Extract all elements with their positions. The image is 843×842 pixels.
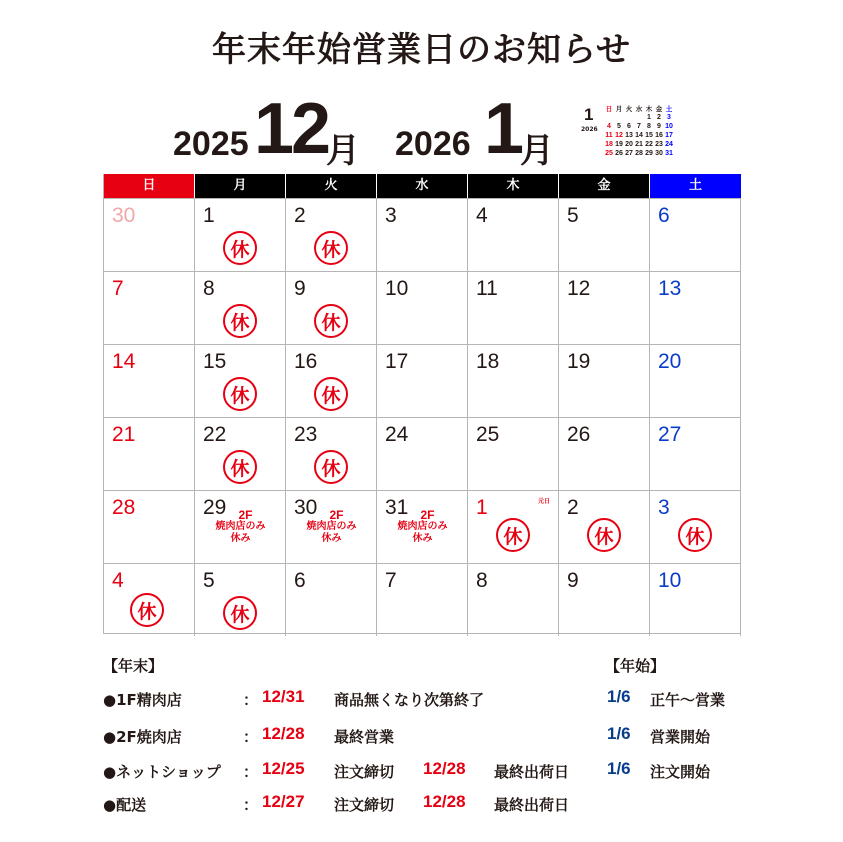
new-years-day-label: 元日: [537, 498, 550, 505]
mini-week-row: [604, 132, 674, 140]
year-end-date-2: 12/28: [423, 792, 466, 811]
weekday-header: 月: [195, 174, 286, 198]
weekday-header: 水: [377, 174, 468, 198]
mini-day: 20: [625, 141, 633, 148]
month-suffix-2: 月: [520, 131, 554, 171]
colon: ：: [243, 796, 259, 814]
year-end-label: ●1F精肉店: [103, 691, 182, 709]
new-year-text: 営業開始: [650, 728, 711, 746]
mini-day: 28: [635, 150, 643, 157]
day-number: 18: [476, 350, 500, 373]
day-number: 20: [658, 350, 682, 373]
mini-day: 8: [647, 123, 651, 130]
mini-weekday: 木: [645, 105, 653, 113]
day-number: 7: [385, 569, 397, 592]
mini-weekday: 火: [625, 105, 633, 113]
year-end-date: 12/25: [262, 759, 305, 778]
yakiniku-only-text: 焼肉店のみ: [215, 521, 266, 532]
mini-day: 18: [605, 141, 613, 148]
day-cell: [650, 417, 741, 490]
year-end-date: 12/28: [262, 724, 305, 743]
mini-day: 5: [617, 123, 621, 130]
year-end-label: ●ネットショップ: [103, 763, 221, 781]
day-number: 9: [567, 569, 579, 592]
mini-day: 2: [657, 114, 661, 121]
day-cell: [559, 198, 650, 271]
day-number: 17: [385, 350, 409, 373]
closed-mark: 休: [130, 593, 164, 627]
day-cell: [650, 563, 741, 636]
mini-day: 10: [665, 123, 673, 130]
year-end-date: 12/27: [262, 792, 305, 811]
year-end-date-2: 12/28: [423, 759, 466, 778]
day-number: 8: [203, 277, 215, 300]
mini-day: [624, 114, 634, 122]
second-floor-note: [377, 509, 468, 545]
year-end-label: ●2F焼肉店: [103, 728, 182, 746]
day-number: 2: [294, 204, 306, 227]
day-cell: [468, 490, 559, 563]
colon: ：: [243, 728, 259, 746]
mini-weekday: 金: [655, 105, 663, 113]
day-number: 15: [203, 350, 227, 373]
day-number: 10: [385, 277, 409, 300]
day-cell: [468, 563, 559, 636]
new-year-text: 正午～営業: [650, 691, 726, 709]
day-number: 10: [658, 569, 682, 592]
day-cell: [104, 198, 195, 271]
day-number: 16: [294, 350, 318, 373]
year-2025: 2025: [173, 125, 249, 163]
new-year-date: 1/6: [607, 687, 631, 706]
day-cell: [650, 198, 741, 271]
day-cell: [195, 198, 286, 271]
day-cell: [559, 417, 650, 490]
mini-day: 4: [607, 123, 611, 130]
mini-day: [614, 114, 624, 122]
day-cell: [468, 344, 559, 417]
new-year-date: 1/6: [607, 724, 631, 743]
day-cell: [286, 344, 377, 417]
mini-day: 13: [625, 132, 633, 139]
mini-calendar-weekdays: [604, 105, 674, 113]
closed-mark: 休: [314, 377, 348, 411]
day-cell: [104, 563, 195, 636]
calendar-grid: [103, 174, 740, 634]
day-cell: [195, 490, 286, 563]
day-number: 25: [476, 423, 500, 446]
day-number: 29: [203, 496, 227, 519]
weekday-header: 火: [286, 174, 377, 198]
day-number: 21: [112, 423, 136, 446]
yakiniku-only-text: 焼肉店のみ: [397, 521, 448, 532]
second-floor-label: 2F: [329, 508, 344, 522]
year-end-text: 商品無くなり次第終了: [334, 691, 485, 709]
day-number: 22: [203, 423, 227, 446]
day-cell: [559, 563, 650, 636]
day-number: 6: [294, 569, 306, 592]
day-cell: [377, 198, 468, 271]
mini-weekday: 月: [615, 105, 623, 113]
mini-day: 27: [625, 150, 633, 157]
day-number: 1: [476, 496, 488, 519]
day-cell: [195, 563, 286, 636]
mini-day: [604, 114, 614, 122]
day-number: 27: [658, 423, 682, 446]
closed-mark: 休: [223, 596, 257, 630]
page-title: 年末年始営業日のお知らせ: [212, 30, 631, 70]
day-number: 5: [567, 204, 579, 227]
day-cell: [286, 417, 377, 490]
day-cell: [650, 344, 741, 417]
day-cell: [104, 271, 195, 344]
mini-day: 12: [615, 132, 623, 139]
closed-mark: 休: [314, 231, 348, 265]
year-end-heading: 【年末】: [103, 657, 164, 675]
mini-day: 9: [657, 123, 661, 130]
closed-text: 休み: [230, 533, 251, 544]
mini-day: [634, 114, 644, 122]
day-number: 31: [385, 496, 409, 519]
day-number: 13: [658, 277, 682, 300]
closed-mark: 休: [678, 518, 712, 552]
closed-mark: 休: [314, 450, 348, 484]
second-floor-label: 2F: [238, 508, 253, 522]
year-end-text-2: 最終出荷日: [494, 796, 570, 814]
day-number: 7: [112, 277, 124, 300]
day-cell: [650, 271, 741, 344]
mini-weekday: 日: [605, 105, 613, 113]
closed-mark: 休: [314, 304, 348, 338]
day-number: 9: [294, 277, 306, 300]
day-cell: [559, 271, 650, 344]
day-number: 3: [658, 496, 670, 519]
day-cell: [286, 490, 377, 563]
day-number: 2: [567, 496, 579, 519]
day-number: 5: [203, 569, 215, 592]
colon: ：: [243, 691, 259, 709]
mini-day: 15: [645, 132, 653, 139]
day-number: 4: [112, 569, 124, 592]
second-floor-note: [195, 509, 286, 545]
mini-day: 17: [665, 132, 673, 139]
day-cell: [377, 563, 468, 636]
day-number: 12: [567, 277, 591, 300]
day-cell: [559, 490, 650, 563]
day-cell: [286, 563, 377, 636]
second-floor-note: [286, 509, 377, 545]
year-2026: 2026: [395, 125, 471, 163]
day-number: 8: [476, 569, 488, 592]
mini-day: 31: [665, 150, 673, 157]
day-number: 30: [294, 496, 318, 519]
year-end-date: 12/31: [262, 687, 305, 706]
mini-day: 21: [635, 141, 643, 148]
day-number: 19: [567, 350, 591, 373]
mini-day: 1: [647, 114, 651, 121]
day-cell: [377, 344, 468, 417]
year-end-text-2: 最終出荷日: [494, 763, 570, 781]
weekday-header: 日: [104, 174, 195, 198]
month-suffix-1: 月: [326, 131, 360, 171]
day-number: 14: [112, 350, 136, 373]
year-end-text: 注文締切: [334, 763, 395, 781]
day-cell: [377, 417, 468, 490]
year-end-text: 最終営業: [334, 728, 395, 746]
year-end-text: 注文締切: [334, 796, 395, 814]
day-number: 1: [203, 204, 215, 227]
mini-day: 6: [627, 123, 631, 130]
closed-mark: 休: [223, 377, 257, 411]
closed-mark: 休: [223, 231, 257, 265]
day-number: 23: [294, 423, 318, 446]
day-number: 3: [385, 204, 397, 227]
mini-day: 7: [637, 123, 641, 130]
day-cell: [377, 271, 468, 344]
mini-weekday: 土: [665, 105, 673, 113]
closed-text: 休み: [321, 533, 342, 544]
day-cell: [104, 417, 195, 490]
day-number: 4: [476, 204, 488, 227]
day-cell: [104, 490, 195, 563]
mini-day: 19: [615, 141, 623, 148]
new-year-heading: 【年始】: [605, 657, 666, 675]
day-number: 26: [567, 423, 591, 446]
closed-mark: 休: [223, 304, 257, 338]
day-cell: [468, 417, 559, 490]
mini-week-row: [604, 150, 674, 158]
day-cell: [195, 344, 286, 417]
month-12: 12: [254, 89, 329, 169]
weekday-header: 金: [559, 174, 650, 198]
mini-day: 16: [655, 132, 663, 139]
year-end-label: ●配送: [103, 796, 147, 814]
mini-day: 26: [615, 150, 623, 157]
mini-day: 30: [655, 150, 663, 157]
mini-week-row: [604, 114, 674, 122]
weekday-header: 土: [650, 174, 741, 198]
day-number: 6: [658, 204, 670, 227]
mini-day: 23: [655, 141, 663, 148]
day-cell: [559, 344, 650, 417]
mini-day: 29: [645, 150, 653, 157]
closed-text: 休み: [412, 533, 433, 544]
day-cell: [468, 271, 559, 344]
new-year-text: 注文開始: [650, 763, 711, 781]
closed-mark: 休: [223, 450, 257, 484]
day-number: 24: [385, 423, 409, 446]
mini-day: 14: [635, 132, 643, 139]
mini-day: 11: [605, 132, 613, 139]
day-number: 28: [112, 496, 136, 519]
mini-calendar-year: 2026: [581, 126, 598, 133]
day-cell: [286, 271, 377, 344]
day-cell: [650, 490, 741, 563]
day-cell: [104, 344, 195, 417]
closed-mark: 休: [587, 518, 621, 552]
mini-day: 25: [605, 150, 613, 157]
day-cell: [195, 271, 286, 344]
yakiniku-only-text: 焼肉店のみ: [306, 521, 357, 532]
month-1: 1: [484, 89, 522, 169]
mini-week-row: [604, 123, 674, 131]
mini-calendar-month: 1: [584, 105, 594, 124]
day-number: 30: [112, 204, 136, 227]
new-year-date: 1/6: [607, 759, 631, 778]
day-number: 11: [476, 277, 498, 300]
mini-week-row: [604, 141, 674, 149]
mini-calendar-january: [578, 105, 688, 161]
mini-weekday: 水: [635, 105, 643, 113]
closed-mark: 休: [496, 518, 530, 552]
second-floor-label: 2F: [420, 508, 435, 522]
mini-day: 3: [667, 114, 671, 121]
day-cell: [377, 490, 468, 563]
mini-day: 22: [645, 141, 653, 148]
day-cell: [468, 198, 559, 271]
colon: ：: [243, 763, 259, 781]
weekday-header: 木: [468, 174, 559, 198]
day-cell: [286, 198, 377, 271]
day-cell: [195, 417, 286, 490]
mini-day: 24: [665, 141, 673, 148]
